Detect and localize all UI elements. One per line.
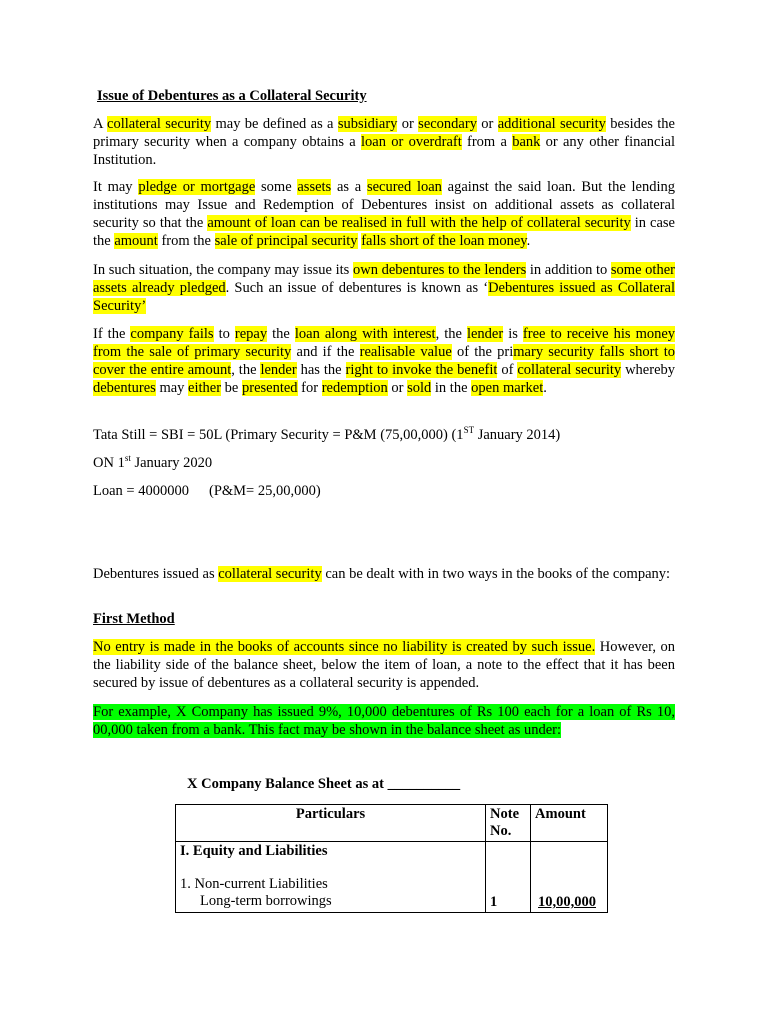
text: some [255,179,298,195]
text: . [526,233,531,249]
note-line-tata [93,426,675,444]
highlight: collateral security [517,362,622,378]
text: or [476,116,498,132]
highlight: No entry is made in the books of accounts since no liability is created by such issue. [93,639,596,655]
text: , the [231,362,261,378]
paragraph-situation [93,261,675,315]
highlight: additional security [497,116,606,132]
highlight: company fails [130,326,214,342]
text: It may [93,179,139,195]
text: of the pri [451,344,514,360]
highlight: subsidiary [337,116,398,132]
highlight: lender [260,362,297,378]
paragraph-definition [93,115,675,169]
note-line-date [93,454,675,472]
text: (P&M= 25,00,000) [208,483,321,499]
text: ON 1 [93,455,125,471]
text: If the [93,326,131,342]
highlight: secured loan [366,179,442,195]
superscript: ST [463,425,475,436]
first-method-heading: First Method [93,611,175,627]
highlight: mary security falls short to cover the entire amount [93,344,676,378]
text: the [267,326,295,342]
text: and if the [291,344,360,360]
text: Debentures issued as [93,566,219,582]
text: against the said loan. But the lending institutions may Issue and Redemption of Debentures insist on additional assets as collateral security so that the [93,179,675,231]
highlight: presented [241,380,298,396]
note-number: 1 [490,894,498,910]
highlight: bank [512,134,541,150]
paragraph-two-ways [93,565,675,583]
text: to [213,326,235,342]
highlight: open market [471,380,544,396]
highlight: from the sale of primary security [93,344,292,360]
text: may be defined as a [211,116,338,132]
header-particulars: Particulars [176,805,486,842]
highlight: free to receive his money [522,326,676,342]
text: In such situation, the company may issue its [93,262,353,278]
text: as a [331,179,367,195]
highlight: loan along with interest [294,326,436,342]
text: , the [435,326,467,342]
highlight: own debentures to the lenders [352,262,527,278]
header-note: Note No. [486,805,531,842]
superscript: st [124,453,131,464]
text: besides the primary security when a company obtains a [93,116,675,150]
text: of [497,362,518,378]
highlight: amount of loan can be realised in full with the help of collateral security [207,215,631,231]
text: . Such an issue of debentures is known as ‘ [225,280,489,296]
balance-sheet-table [175,804,608,913]
text: from a [461,134,513,150]
highlight: falls short of the loan money [361,233,527,249]
highlight: right to invoke the benefit [345,362,498,378]
highlight: some other assets already pledged [93,262,675,296]
text: in addition to [526,262,611,278]
paragraph-example [93,703,675,739]
text: for [297,380,322,396]
highlight: sale of principal security [214,233,358,249]
table-header-row [176,805,608,842]
particulars-cell [176,842,486,913]
highlight: repay [234,326,268,342]
text: can be dealt with in two ways in the books of the company: [321,566,671,582]
section-label: I. Equity and Liabilities [180,843,328,859]
highlight: either [188,380,222,396]
highlight: sold [407,380,432,396]
highlight: realisable value [359,344,452,360]
text: has the [296,362,346,378]
text: in the [431,380,472,396]
text: whereby [621,362,675,378]
text: Tata Still = SBI = 50L (Primary Security = P&M (75,00,000) (1 [93,427,464,443]
note-line-loan [93,482,675,500]
highlight: debentures [93,380,156,396]
highlight: collateral security [218,566,322,582]
text: Loan = 4000000 [93,483,189,499]
highlight: redemption [321,380,388,396]
table-row [176,842,608,913]
text: or any other financial Institution. [93,134,675,168]
text: or [387,380,408,396]
header-amount: Amount [531,805,608,842]
text: January 2014) [474,427,561,443]
highlight: loan or overdraft [361,134,462,150]
text: However, on the liability side of the balance sheet, below the item of loan, a note to the effect that it has been secured by issue of debentures as a collateral security is appended. [93,639,676,691]
note-cell [486,842,531,913]
text: in case the [93,215,675,249]
text: from the [157,233,215,249]
page-title: Issue of Debentures as a Collateral Security [97,88,367,104]
text: be [221,380,242,396]
line-item-label: Long-term borrowings [200,893,332,909]
text: is [503,326,523,342]
highlight: Debentures issued as Collateral Security’ [93,280,675,314]
highlight: collateral security [107,116,212,132]
text: may [155,380,189,396]
highlight: assets [297,179,332,195]
balance-sheet-title: X Company Balance Sheet as at __________ [187,776,461,792]
amount-value: 10,00,000 [538,894,597,910]
paragraph-company-fails [93,325,675,397]
highlight: secondary [418,116,477,132]
highlight: amount [114,233,158,249]
highlight: lender [466,326,504,342]
text: or [397,116,419,132]
amount-cell [531,842,608,913]
green-highlight: For example, X Company has issued 9%, 10,000 debentures of Rs 100 each for a loan of Rs 10, 00,000 taken from a bank. This fact may be shown in the balance sheet as under: [93,704,675,738]
text: . [543,380,547,396]
paragraph-pledge [93,178,675,250]
sub-section-label: 1. Non-current Liabilities [180,876,328,892]
highlight: pledge or mortgage [138,179,256,195]
paragraph-no-entry [93,638,675,692]
text: A [93,116,108,132]
text: January 2020 [130,455,213,471]
